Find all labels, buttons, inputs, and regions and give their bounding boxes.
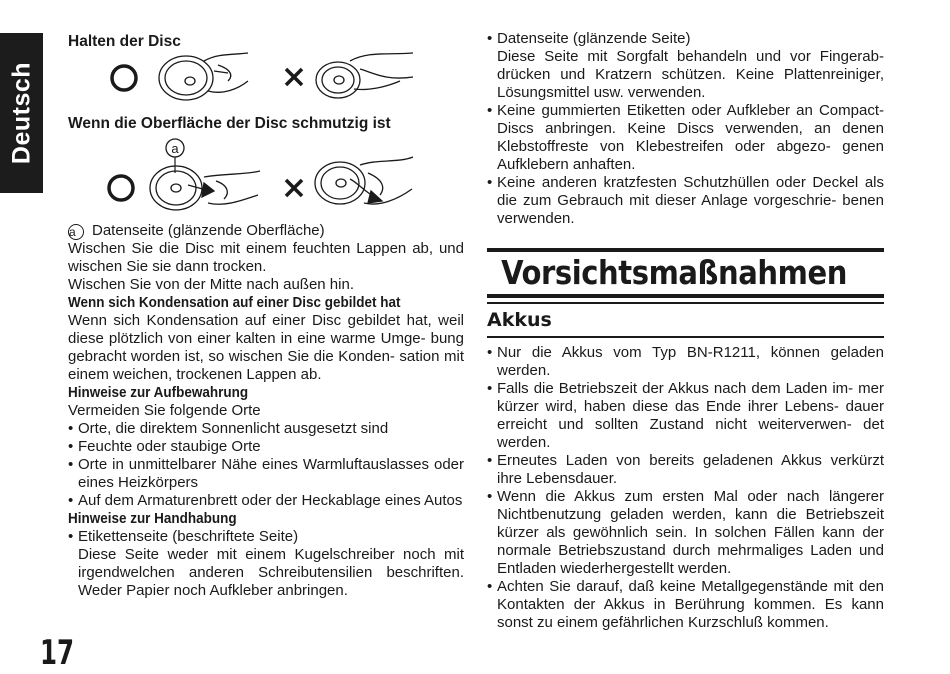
label-side-item: • Etikettenseite (beschriftete Seite) [68, 528, 464, 546]
list-item: • Orte in unmittelbarer Nähe eines Warmluftauslasses oder eines Heizkörpers [68, 456, 464, 492]
legend-letter: a [68, 224, 84, 240]
section-rule-middle [487, 294, 884, 298]
wipe-text-1: Wischen Sie die Disc mit einem feuchten Lappen ab, und wischen Sie sie dann trocken. [68, 240, 464, 275]
storage-intro: Vermeiden Sie folgende Orte [68, 402, 261, 419]
wrong-mark-icon [286, 180, 302, 196]
sub-title-rule [487, 336, 884, 338]
disc-wipe-radial-icon [150, 166, 260, 210]
handling-heading: Hinweise zur Handhabung [68, 511, 237, 527]
disc-held-edge-icon [159, 53, 248, 100]
condensation-heading: Wenn sich Kondensation auf einer Disc gebildet hat [68, 295, 401, 311]
condensation-text: Wenn sich Kondensation auf einer Disc gebildet hat, weil diese plötzlich von einer kalten in eine warme Umge- bung gebracht worden ist, so wischen Sie die Konden- sation mit einem weichen, trockenen Lappen ab. [68, 312, 464, 383]
list-item: • Keine anderen kratzfesten Schutzhüllen oder Deckel als die zum Gebrauch mit dieser Anlage vorgeschrie- benen verwenden. [487, 174, 884, 228]
list-item: • Nur die Akkus vom Typ BN-R1211, können geladen werden. [487, 344, 884, 380]
sub-title: Akkus [487, 309, 552, 331]
left-column [68, 32, 464, 600]
list-item: • Falls die Betriebszeit der Akkus nach dem Laden im- mer kürzer wird, haben diese das Ende ihrer Lebens- dauer erreicht und sollten Zustand nicht weiterverwen- det werden. [487, 380, 884, 452]
disc-cleaning-illustration [68, 133, 464, 219]
list-item: • Achten Sie darauf, daß keine Metallgegenstände mit den Kontakten der Akkus in Berührung kommen. Es kann sonst zu einem gefährlichen Kurzschluß kommen. [487, 578, 884, 632]
section-title: Vorsichtsmaßnahmen [501, 253, 847, 292]
list-item: • Erneutes Laden von bereits geladenen Akkus verkürzt ihre Lebensdauer. [487, 452, 884, 488]
data-side-item: • Datenseite (glänzende Seite) [487, 30, 884, 48]
holding-heading: Halten der Disc [68, 33, 181, 50]
wrong-mark-icon [286, 69, 302, 85]
list-item: • Wenn die Akkus zum ersten Mal oder nach längerer Nichtbenutzung geladen werden, kann die Betriebszeit kürzer als gewöhnlich sein. In solchen Fällen kann der normale Betriebszustand durch mehrmaliges Laden und Entladen wiederhergestellt werden. [487, 488, 884, 578]
page-number: 17 [40, 633, 75, 673]
disc-holding-illustration [68, 51, 464, 113]
data-side-text: Diese Seite mit Sorgfalt behandeln und vor Fingerab- drücken und Kratzern schützen. Keine Plattenreiniger, Lösungsmittel usw. verwenden. [497, 48, 884, 101]
right-column [487, 30, 884, 632]
wipe-text-2: Wischen Sie von der Mitte nach außen hin. [68, 276, 354, 293]
list-item: • Keine gummierten Etiketten oder Aufkleber an Compact-Discs anbringen. Keine Discs verwenden, an denen Klebstoffreste von Klebestreifen oder abgezo- genen Aufklebern anhaften. [487, 102, 884, 174]
disc-wipe-circular-icon [315, 157, 413, 204]
section-rule-bottom [487, 302, 884, 304]
legend-text: Datenseite (glänzende Oberfläche) [92, 222, 325, 239]
disc-held-surface-icon [316, 53, 413, 98]
legend [68, 222, 464, 240]
list-item: • Orte, die direktem Sonnenlicht ausgesetzt sind [68, 420, 464, 438]
callout-letter: a [171, 141, 179, 156]
correct-mark-icon [109, 176, 133, 200]
language-label: Deutsch [7, 61, 35, 165]
list-item: • Auf dem Armaturenbrett oder der Heckablage eines Autos [68, 492, 464, 510]
list-item: • Feuchte oder staubige Orte [68, 438, 464, 456]
dirty-heading: Wenn die Oberfläche der Disc schmutzig ist [68, 115, 391, 132]
language-tab [0, 33, 43, 193]
storage-heading: Hinweise zur Aufbewahrung [68, 385, 249, 401]
cleaning-figure [68, 133, 464, 219]
holding-figure [68, 51, 464, 113]
correct-mark-icon [112, 66, 136, 90]
label-side-text: Diese Seite weder mit einem Kugelschreiber noch mit irgendwelchen anderen Schreibutensilien beschriften. Weder Papier noch Aufkleber anbringen. [78, 546, 464, 599]
